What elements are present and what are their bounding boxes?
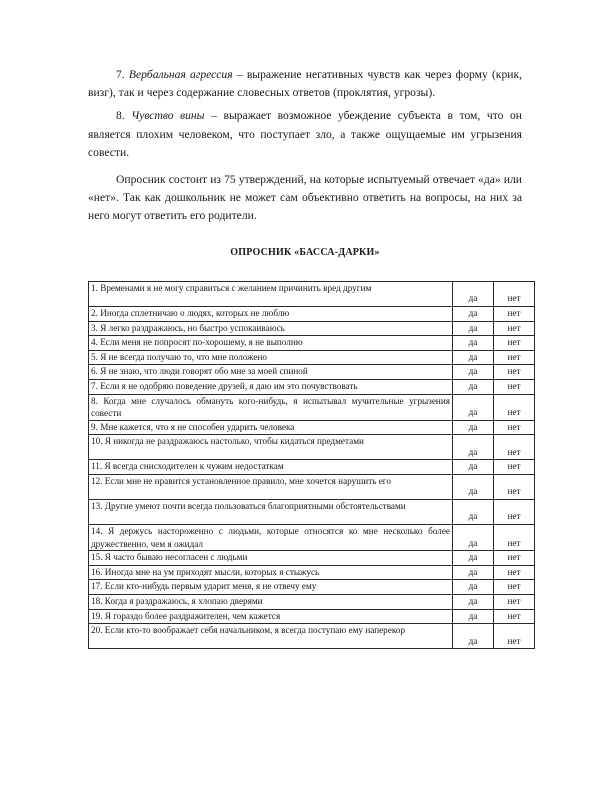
question-text: 12. Если мне не нравится установленное правило, мне хочется нарушить его	[89, 474, 453, 499]
answer-no[interactable]: нет	[494, 321, 535, 336]
question-text: 3. Я легко раздражаюсь, но быстро успокаиваюсь	[89, 321, 453, 336]
table-row	[89, 551, 535, 566]
paragraph-text: – выражает возможное убеждение субъекта в том, что он является плохим человеком, что поступает зло, а также ощущаемые им угрызения совести.	[88, 109, 522, 159]
table-row	[89, 365, 535, 380]
answer-yes[interactable]: да	[453, 551, 494, 566]
answer-yes[interactable]: да	[453, 365, 494, 380]
question-text: 9. Мне кажется, что я не способен ударить человека	[89, 420, 453, 435]
answer-yes[interactable]: да	[453, 474, 494, 499]
table-row	[89, 336, 535, 351]
question-text: 2. Иногда сплетничаю о людях, которых не люблю	[89, 307, 453, 322]
answer-no[interactable]: нет	[494, 499, 535, 524]
table-row	[89, 321, 535, 336]
body-text	[88, 66, 522, 226]
question-text: 19. Я гораздо более раздражителен, чем кажется	[89, 609, 453, 624]
answer-no[interactable]: нет	[494, 565, 535, 580]
paragraph-intro: Опросник состоит из 75 утверждений, на которые испытуемый отвечает «да» или «нет». Так как дошкольник не может сам объективно ответить на вопросы, на них за него могут ответить его родители.	[88, 173, 522, 223]
paragraph-verbal-aggression	[88, 66, 522, 102]
table-row	[89, 624, 535, 649]
answer-yes[interactable]: да	[453, 524, 494, 550]
answer-yes[interactable]: да	[453, 282, 494, 307]
answer-no[interactable]: нет	[494, 336, 535, 351]
question-text: 4. Если меня не попросят по-хорошему, я не выполню	[89, 336, 453, 351]
answer-yes[interactable]: да	[453, 379, 494, 394]
table-row	[89, 594, 535, 609]
question-text: 5. Я не всегда получаю то, что мне положено	[89, 350, 453, 365]
answer-no[interactable]: нет	[494, 420, 535, 435]
paragraph-text: – выражение негативных чувств как через форму (крик, визг), так и через содержание словесных ответов (проклятия, угрозы).	[88, 68, 522, 100]
paragraph-number: 7.	[116, 68, 125, 81]
answer-no[interactable]: нет	[494, 580, 535, 595]
questionnaire-title: ОПРОСНИК «БАССА-ДАРКИ»	[230, 247, 380, 258]
answer-yes[interactable]: да	[453, 321, 494, 336]
answer-no[interactable]: нет	[494, 307, 535, 322]
table-row	[89, 474, 535, 499]
table-row	[89, 379, 535, 394]
answer-yes[interactable]: да	[453, 460, 494, 475]
table-row	[89, 609, 535, 624]
question-text: 10. Я никогда не раздражаюсь настолько, чтобы кидаться предметами	[89, 435, 453, 460]
answer-no[interactable]: нет	[494, 365, 535, 380]
answer-yes[interactable]: да	[453, 435, 494, 460]
answer-no[interactable]: нет	[494, 394, 535, 420]
term-verbal-aggression: Вербальная агрессия	[128, 68, 233, 81]
table-row	[89, 565, 535, 580]
paragraph-guilt	[88, 107, 522, 162]
answer-yes[interactable]: да	[453, 565, 494, 580]
question-text: 18. Когда я раздражаюсь, я хлопаю дверями	[89, 594, 453, 609]
answer-yes[interactable]: да	[453, 594, 494, 609]
term-guilt: Чувство вины	[131, 109, 205, 123]
answer-yes[interactable]: да	[453, 580, 494, 595]
table-row	[89, 524, 535, 550]
table-row	[89, 435, 535, 460]
question-text: 16. Иногда мне на ум приходят мысли, которых я стыжусь	[89, 565, 453, 580]
answer-no[interactable]: нет	[494, 435, 535, 460]
answer-yes[interactable]: да	[453, 499, 494, 524]
answer-yes[interactable]: да	[453, 307, 494, 322]
question-text: 20. Если кто-то воображает себя начальником, я всегда поступаю ему наперекор	[89, 624, 453, 649]
question-text: 7. Если я не одобряю поведение друзей, я даю им это почувствовать	[89, 379, 453, 394]
question-text: 13. Другие умеют почти всегда пользоваться благоприятными обстоятельствами	[89, 499, 453, 524]
table-row	[89, 394, 535, 420]
answer-no[interactable]: нет	[494, 474, 535, 499]
table-row	[89, 499, 535, 524]
paragraph-number: 8.	[116, 109, 125, 123]
questionnaire-table	[88, 281, 535, 649]
table-row	[89, 460, 535, 475]
answer-no[interactable]: нет	[494, 551, 535, 566]
answer-yes[interactable]: да	[453, 420, 494, 435]
answer-yes[interactable]: да	[453, 336, 494, 351]
answer-no[interactable]: нет	[494, 524, 535, 550]
table-row	[89, 350, 535, 365]
question-text: 15. Я часто бываю несогласен с людьми	[89, 551, 453, 566]
answer-yes[interactable]: да	[453, 609, 494, 624]
answer-yes[interactable]: да	[453, 350, 494, 365]
answer-no[interactable]: нет	[494, 379, 535, 394]
answer-no[interactable]: нет	[494, 282, 535, 307]
table-row	[89, 282, 535, 307]
table-row	[89, 420, 535, 435]
answer-no[interactable]: нет	[494, 594, 535, 609]
answer-yes[interactable]: да	[453, 394, 494, 420]
answer-no[interactable]: нет	[494, 624, 535, 649]
question-text: 6. Я не знаю, что люди говорят обо мне за моей спиной	[89, 365, 453, 380]
question-text: 14. Я держусь настороженно с людьми, которые относятся ко мне несколько более дружественно, чем я ожидал	[89, 524, 453, 550]
table-row	[89, 307, 535, 322]
answer-no[interactable]: нет	[494, 609, 535, 624]
question-text: 8. Когда мне случалось обмануть кого-нибудь, я испытывал мучительные угрызения совести	[89, 394, 453, 420]
answer-no[interactable]: нет	[494, 350, 535, 365]
question-text: 17. Если кто-нибудь первым ударит меня, я не отвечу ему	[89, 580, 453, 595]
question-text: 1. Временами я не могу справиться с желанием причинить вред другим	[89, 282, 453, 307]
table-row	[89, 580, 535, 595]
answer-no[interactable]: нет	[494, 460, 535, 475]
answer-yes[interactable]: да	[453, 624, 494, 649]
question-text: 11. Я всегда снисходителен к чужим недостаткам	[89, 460, 453, 475]
